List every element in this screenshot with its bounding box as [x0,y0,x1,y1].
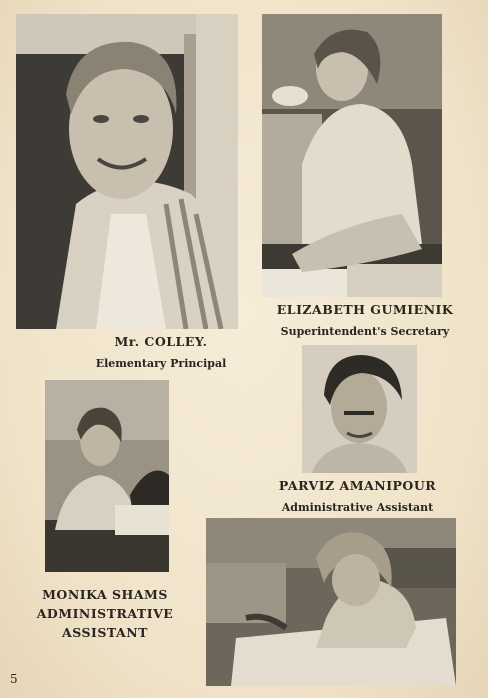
photo-amanipour [302,345,417,473]
name-gumienik: ELIZABETH GUMIENIK [276,302,454,317]
caption-amanipour [255,475,460,519]
photo-shams [45,380,169,572]
name-amanipour: PARVIZ AMANIPOUR [278,478,437,493]
role-amanipour: Administrative Assistant [281,501,434,514]
role-colley: Elementary Principal [95,357,227,370]
caption-shams [20,585,190,642]
role-gumienik: Superintendent's Secretary [280,325,450,338]
photo-reader [206,518,456,686]
caption-gumienik [250,299,480,343]
photo-gumienik [262,14,442,297]
name-shams: MONIKA SHAMS [42,587,168,602]
role-shams-line2: ASSISTANT [62,625,148,640]
role-shams-line1: ADMINISTRATIVE [36,606,174,621]
page-number: 5 [10,672,18,686]
name-colley: Mr. COLLEY. [114,334,208,349]
photo-colley [16,14,238,329]
